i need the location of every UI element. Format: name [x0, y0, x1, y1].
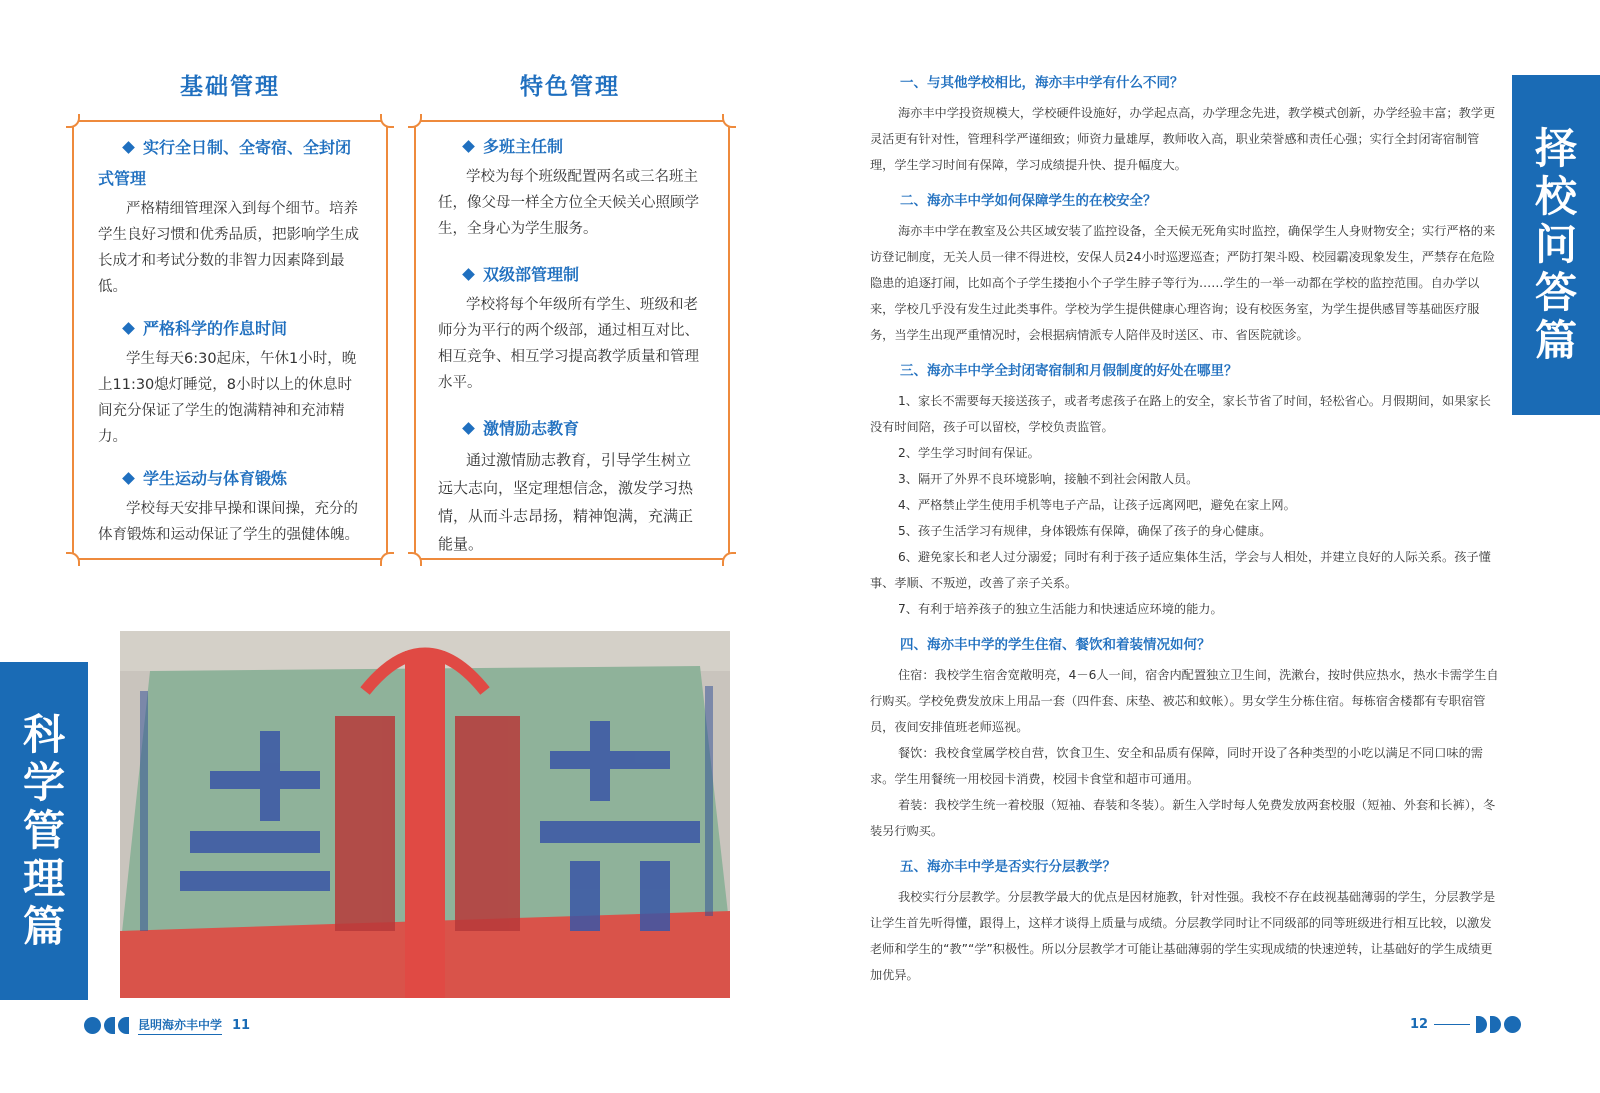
special-item-3-body: 通过激情励志教育，引导学生树立远大志向，坚定理想信念，激发学习热情，从而斗志昂扬，精神饱满，充满正能量。	[438, 451, 694, 553]
answer-5-para: 我校实行分层教学。分层教学最大的优点是因材施教，针对性强。我校不存在歧视基础薄弱的学生，分层教学是让学生首先听得懂，跟得上，这样才谈得上质量与成绩。分层教学同时让不同级部的同等班级进行相互比较，以激发老师和学生的“教”“学”积极性。所以分层教学才可能让基础薄弱的学生实现成绩的快速逆转，让基础好的学生成绩更加优异。	[870, 890, 1496, 982]
answer-3-para: 4、严格禁止学生使用手机等电子产品，让孩子远离网吧，避免在家上网。	[898, 498, 1296, 512]
diamond-bullet-icon	[462, 268, 475, 281]
question-4: 四、海亦丰中学的学生住宿、餐饮和着装情况如何？	[900, 637, 1211, 653]
basic-item-2-body: 学生每天6:30起床，午休1小时，晚上11:30熄灯睡觉，8小时以上的休息时间充分保证了学生的饱满精神和充沛精力。	[98, 351, 357, 445]
right-footer	[1410, 1016, 1524, 1033]
question-5: 五、海亦丰中学是否实行分层教学？	[900, 859, 1116, 875]
answer-3-para: 6、避免家长和老人过分溺爱；同时有利于孩子适应集体生活，学会与人相处，并建立良好的人际关系。孩子懂事、孝顺、不叛逆，改善了亲子关系。	[870, 550, 1491, 590]
footer-dot-icon	[1504, 1016, 1521, 1033]
special-management-frame	[414, 120, 730, 560]
page-number-left: 11	[232, 1018, 251, 1033]
qa-section	[870, 72, 1500, 988]
page-number-right: 12	[1410, 1017, 1429, 1032]
answer-4-para: 餐饮：我校食堂属学校自营，饮食卫生、安全和品质有保障，同时开设了各种类型的小吃以满足不同口味的需求。学生用餐统一用校园卡消费，校园卡食堂和超市可通用。	[870, 746, 1483, 786]
answer-3-para: 5、孩子生活学习有规律，身体锻炼有保障，确保了孩子的身心健康。	[898, 524, 1272, 538]
diamond-bullet-icon	[122, 322, 135, 335]
diamond-bullet-icon	[122, 472, 135, 485]
answer-4-para: 着装：我校学生统一着校服（短袖、春装和冬装）。新生入学时每人免费发放两套校服（短袖、外套和长裤），冬装另行购买。	[870, 798, 1496, 838]
basic-item-2-title: 严格科学的作息时间	[98, 314, 360, 344]
footer-half-dot-icon	[104, 1017, 115, 1034]
answer-2-para: 海亦丰中学在教室及公共区域安装了监控设备，全天候无死角实时监控，确保学生人身财物安全；实行严格的来访登记制度，无关人员一律不得进校，安保人员24小时巡逻巡查；严防打架斗殴、校园霸凌现象发生，严禁存在危险隐患的追逐打闹，比如高个子学生搂抱小个子学生脖子等行为……学生的一举一动都在学校的监控范围。自办学以来，学校几乎没有发生过此类事件。学校为学生提供健康心理咨询；设有校医务室，为学生提供感冒等基础医疗服务，当学生出现严重情况时，会根据病情派专人陪伴及时送区、市、省医院就诊。	[870, 224, 1496, 342]
special-item-2-title: 双级部管理制	[438, 260, 704, 290]
special-item-1-body: 学校为每个班级配置两名或三名班主任，像父母一样全方位全天候关心照顾学生，全身心为学生服务。	[438, 169, 699, 237]
footer-half-dot-icon	[118, 1017, 129, 1034]
answer-3-para: 2、学生学习时间有保证。	[898, 446, 1040, 460]
footer-school-name: 昆明海亦丰中学	[138, 1016, 222, 1035]
answer-4-para: 住宿：我校学生宿舍宽敞明亮，4－6人一间，宿舍内配置独立卫生间，洗漱台，按时供应热水，热水卡需学生自行购买。学校免费发放床上用品一套（四件套、床垫、被芯和蚊帐）。男女学生分栋住宿。每栋宿舍楼都有专职宿管员，夜间安排值班老师巡视。	[870, 668, 1499, 734]
basic-management-frame	[72, 120, 388, 560]
answer-1-para: 海亦丰中学投资规模大，学校硬件设施好，办学起点高，办学理念先进，教学模式创新，办学经验丰富；教学更灵活更有针对性，管理科学严谨细致；师资力量雄厚，教师收入高，职业荣誉感和责任心强；实行全封闭寄宿制管理，学生学习时间有保障，学习成绩提升快、提升幅度大。	[870, 106, 1496, 172]
basic-item-3-title: 学生运动与体育锻炼	[98, 464, 360, 494]
diamond-bullet-icon	[122, 141, 135, 154]
basic-management-title: 基础管理	[180, 74, 280, 100]
diamond-bullet-icon	[462, 422, 475, 435]
diamond-bullet-icon	[462, 140, 475, 153]
special-management-title: 特色管理	[520, 74, 620, 100]
special-item-3-title: 激情励志教育	[438, 414, 704, 444]
question-1: 一、与其他学校相比，海亦丰中学有什么不同？	[900, 75, 1184, 91]
special-item-2-body: 学校将每个年级所有学生、班级和老师分为平行的两个级部，通过相互对比、相互竞争、相互学习提高教学质量和管理水平。	[438, 297, 699, 391]
special-item-1-title: 多班主任制	[438, 132, 704, 162]
basic-item-1-body: 严格精细管理深入到每个细节。培养学生良好习惯和优秀品质，把影响学生成长成才和考试分数的非智力因素降到最低。	[98, 201, 359, 295]
basic-item-1-title: 实行全日制、全寄宿、全封闭式管理	[98, 138, 352, 188]
students-field-photo	[120, 631, 730, 998]
school-choice-qa-tab: 择校问答篇	[1512, 75, 1600, 415]
answer-3-para: 7、有利于培养孩子的独立生活能力和快速适应环境的能力。	[898, 602, 1223, 616]
footer-half-dot-icon	[1490, 1016, 1501, 1033]
footer-half-dot-icon	[1476, 1016, 1487, 1033]
answer-3-para: 3、隔开了外界不良环境影响，接触不到社会闲散人员。	[898, 472, 1199, 486]
answer-3-para: 1、家长不需要每天接送孩子，或者考虑孩子在路上的安全，家长节省了时间，轻松省心。月假期间，如果家长没有时间陪，孩子可以留校，学校负责监管。	[870, 394, 1491, 434]
footer-dot-icon	[84, 1017, 101, 1034]
footer-line	[1434, 1024, 1470, 1026]
left-footer	[84, 1016, 250, 1035]
question-3: 三、海亦丰中学全封闭寄宿制和月假制度的好处在哪里？	[900, 363, 1238, 379]
science-management-tab: 科学管理篇	[0, 662, 88, 1000]
basic-item-3-body: 学校每天安排早操和课间操，充分的体育锻炼和运动保证了学生的强健体魄。	[98, 501, 359, 543]
question-2: 二、海亦丰中学如何保障学生的在校安全？	[900, 193, 1157, 209]
